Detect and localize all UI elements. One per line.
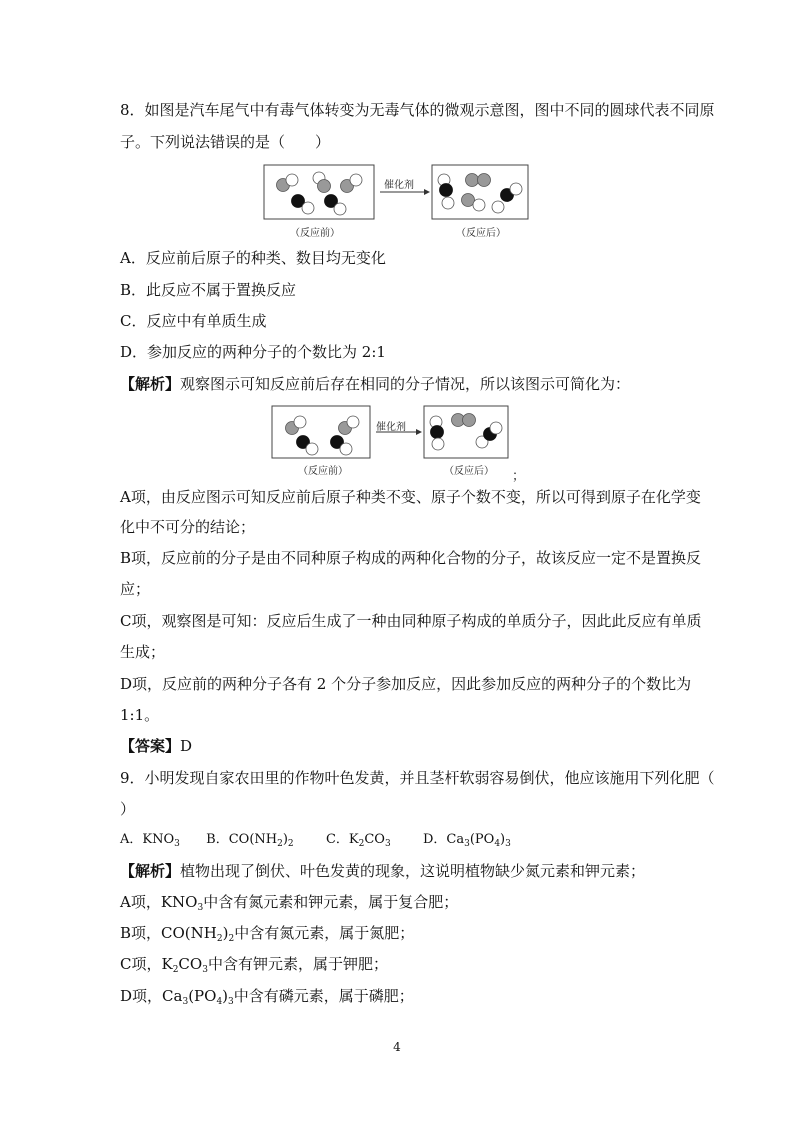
q9-option-b: B．$CO(NH_2)_2$ [206, 832, 294, 849]
q8-analysis-intro [120, 374, 630, 394]
analysis-intro-text: 观察图示可知反应前后存在相同的分子情况，所以该图示可简化为： [180, 375, 631, 393]
q8-option-b: B．此反应不属于置换反应 [120, 281, 297, 299]
q9-stem-line1: 9．小明发现自家农田里的作物叶色发黄，并且茎杆软弱容易倒伏，他应该施用下列化肥（ [120, 769, 715, 787]
q8-stem-line2: 子。下列说法错误的是（ ） [120, 133, 331, 151]
q9-analysis-intro [120, 861, 645, 881]
q9-analysis-c: C项，$K_2CO_3$中含有钾元素，属于钾肥； [120, 955, 388, 975]
q8-option-a: A．反应前后原子的种类、数目均无变化 [120, 249, 386, 267]
q9-option-c: C．$K_2CO_3$ [325, 832, 391, 849]
page-number: 4 [393, 1040, 401, 1054]
q8-analysis-line: 1:1。 [120, 706, 160, 724]
fig2-trailing: ； [512, 469, 526, 484]
answer-value: D [180, 737, 193, 755]
q9-options [120, 830, 511, 854]
analysis-intro-text: 植物出现了倒伏、叶色发黄的现象，这说明植物缺少氮元素和钾元素； [180, 862, 646, 880]
fig2-after-label: （反应后） [444, 466, 494, 477]
q8-option-c: C．反应中有单质生成 [120, 312, 267, 330]
fig1-after-label: （反应后） [456, 228, 506, 239]
q9-option-d: D．$Ca_3(PO_4)_3$ [422, 832, 511, 849]
q9-option-a: A．$KNO_3$ [120, 832, 180, 849]
q8-analysis-line: A项，由反应图示可知反应前后原子种类不变、原子个数不变，所以可得到原子在化学变 [120, 488, 701, 506]
q8-analysis-line: C项，观察图是可知：反应后生成了一种由同种原子构成的单质分子，因此此反应有单质 [120, 612, 702, 630]
q8-analysis-line: 生成； [120, 643, 166, 661]
q8-analysis-line: 化中不可分的结论； [120, 518, 256, 536]
fig2-catalyst-label: 催化剂 [376, 422, 406, 433]
q9-stem-line2: ） [120, 800, 136, 818]
analysis-tag: 【解析】 [120, 375, 181, 393]
q8-stem-line1: 8．如图是汽车尾气中有毒气体转变为无毒气体的微观示意图，图中不同的圆球代表不同原 [120, 101, 715, 119]
q9-analysis-a: A项，$KNO_3$中含有氮元素和钾元素，属于复合肥； [120, 893, 459, 913]
q8-analysis-line: B项，反应前的分子是由不同种原子构成的两种化合物的分子，故该反应一定不是置换反 [120, 549, 702, 567]
fig1-before-label: （反应前） [290, 228, 340, 239]
q8-answer [120, 736, 192, 756]
q9-analysis-b: B项，$CO(NH_2)_2$中含有氮元素，属于氮肥； [120, 924, 415, 944]
q9-analysis-d: D项，$Ca_3(PO_4)_3$中含有磷元素，属于磷肥； [120, 987, 414, 1007]
q8-option-d: D．参加反应的两种分子的个数比为 2:1 [120, 343, 386, 361]
analysis-tag: 【解析】 [120, 862, 181, 880]
fig2-before-label: （反应前） [298, 466, 348, 477]
answer-tag: 【答案】 [120, 737, 181, 755]
q8-analysis-line: 应； [120, 580, 151, 598]
q8-analysis-line: D项，反应前的两种分子各有 2 个分子参加反应，因此参加反应的两种分子的个数比为 [120, 675, 692, 693]
fig1-catalyst-label: 催化剂 [384, 180, 414, 191]
reaction-diagram-1 [262, 162, 534, 224]
